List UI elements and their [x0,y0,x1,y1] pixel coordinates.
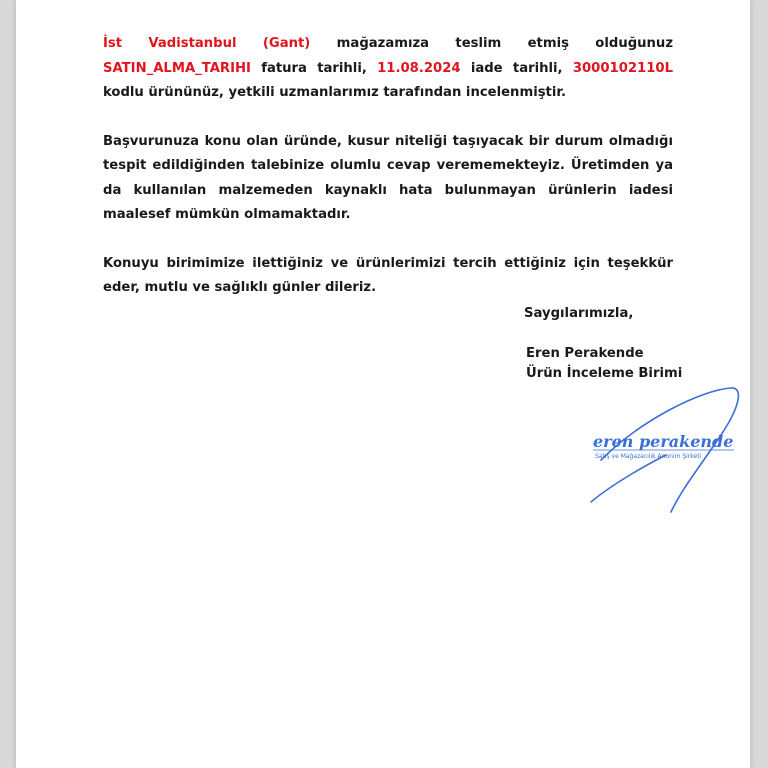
paragraph1-text4: kodlu ürününüz, yetkili uzmanlarımız tarafından incelenmiştir. [103,85,567,100]
return-date: 11.08.2024 [377,60,461,76]
paragraph-inspection [103,32,673,106]
store-name: İst Vadistanbul (Gant) [103,36,311,51]
signature-department: Ürün İnceleme Birimi [526,366,683,381]
signature-company: Eren Perakende [526,346,644,361]
paragraph-thanks: Konuyu birimimize ilettiğiniz ve ürünlerimizi tercih ettiğiniz için teşekkür eder, mutlu ve sağlıklı günler dileriz. [103,255,673,295]
stamp-brand: eren perakende [593,432,734,451]
paragraph1-text1: mağazamıza teslim etmiş olduğunuz [310,36,673,51]
paragraph1-text2: fatura tarihli, [250,60,378,76]
letter-body [103,32,673,301]
company-stamp-signature [571,380,751,525]
closing-salutation: Saygılarımızla, [524,306,634,321]
signature-stroke-bottom [591,455,666,502]
stamp-subtitle: Satış ve Mağazacılık Anonim Şirketi [595,453,702,460]
purchase-date: SATIN_ALMA_TARIHI [103,60,251,76]
paragraph-rejection: Başvurunuza konu olan üründe, kusur niteliği taşıyacak bir durum olmadığı tespit edildiğinden talebinize olumlu cevap verememekteyiz. Üretimden ya da kullanılan malzemeden kaynaklı hata bulunmayan ürünlerin iadesi maalesef mümkün olmamaktadır. [103,133,673,222]
paragraph1-text3: iade tarihli, [460,60,573,76]
document-page [16,0,750,768]
signature-block [526,344,682,384]
product-code: 3000102110L [572,60,673,76]
